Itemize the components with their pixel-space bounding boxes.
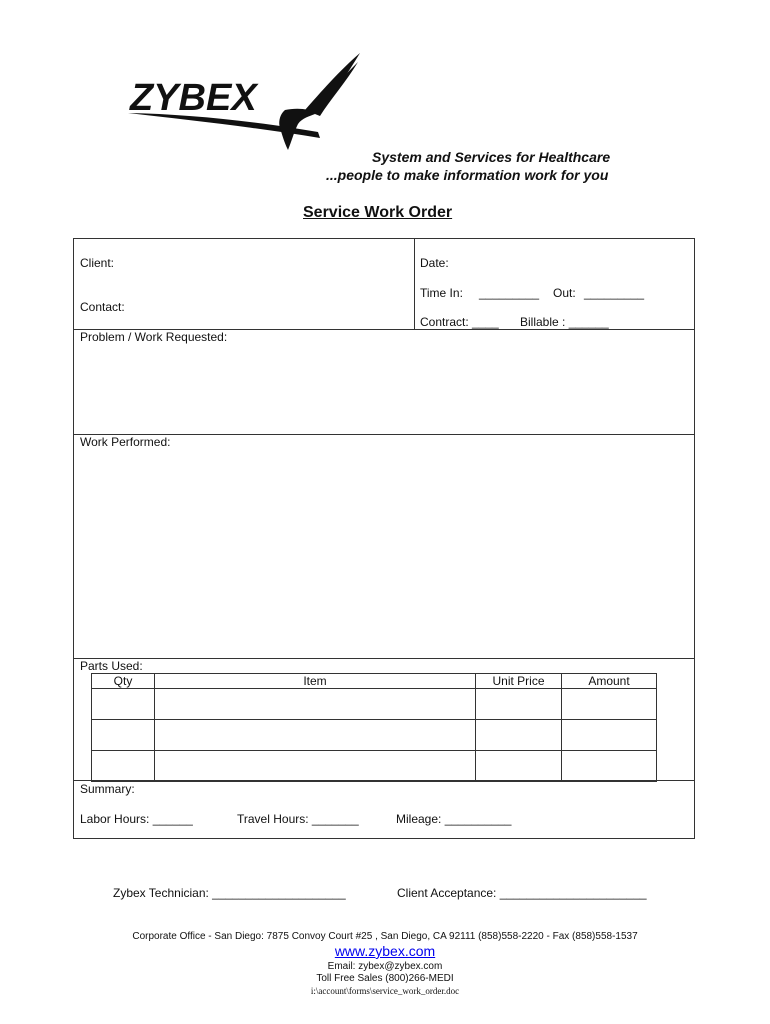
billable-label[interactable]: Billable : ______ (520, 315, 609, 329)
table-row (92, 720, 657, 751)
website-link[interactable]: www.zybex.com (334, 943, 436, 959)
summary-label: Summary: (80, 782, 135, 796)
problem-field[interactable] (74, 345, 694, 433)
work-performed-field[interactable] (74, 450, 694, 657)
contract-label[interactable]: Contract: ____ (420, 315, 499, 329)
labor-hours-label[interactable]: Labor Hours: ______ (80, 812, 193, 826)
parts-used-label: Parts Used: (80, 659, 143, 673)
unit-price-cell[interactable] (476, 720, 562, 751)
tagline-line-1: System and Services for Healthcare (372, 149, 611, 165)
client-label: Client: (80, 256, 115, 270)
travel-hours-label[interactable]: Travel Hours: _______ (237, 812, 359, 826)
amount-cell[interactable] (562, 689, 657, 720)
eagle-logo-graphic (120, 48, 370, 158)
client-acceptance-signature-line[interactable]: Client Acceptance: ______________________ (397, 886, 647, 900)
qty-cell[interactable] (92, 751, 155, 782)
unit-price-cell[interactable] (476, 751, 562, 782)
mileage-label[interactable]: Mileage: __________ (396, 812, 512, 826)
unit-price-cell[interactable] (476, 689, 562, 720)
logo-wordmark: ZYBEX (130, 77, 257, 119)
footer-email: Email: zybex@zybex.com (327, 961, 443, 972)
zybex-logo (120, 48, 370, 158)
time-in-blank[interactable]: _________ (479, 286, 540, 300)
footer-toll-free: Toll Free Sales (800)266-MEDI (316, 973, 454, 984)
date-label: Date: (420, 256, 449, 270)
parts-table-header (92, 674, 657, 689)
table-row (92, 689, 657, 720)
footer-file-path: i:\account\forms\service_work_order.doc (310, 986, 460, 996)
qty-cell[interactable] (92, 689, 155, 720)
item-cell[interactable] (155, 720, 476, 751)
column-header-unit-price: Unit Price (476, 674, 562, 689)
qty-cell[interactable] (92, 720, 155, 751)
item-cell[interactable] (155, 751, 476, 782)
amount-cell[interactable] (562, 720, 657, 751)
column-header-qty: Qty (92, 674, 155, 689)
problem-label: Problem / Work Requested: (80, 330, 228, 344)
time-in-label: Time In: (420, 286, 463, 300)
service-order-form (73, 238, 695, 839)
column-header-item: Item (155, 674, 476, 689)
section-divider-parts (74, 658, 694, 659)
footer-address: Corporate Office - San Diego: 7875 Convoy Court #25 , San Diego, CA 92111 (858)558-2220 - Fax (858)558-1537 (132, 931, 638, 942)
work-performed-label: Work Performed: (80, 435, 171, 449)
technician-signature-line[interactable]: Zybex Technician: ____________________ (113, 886, 346, 900)
out-label: Out: (553, 286, 576, 300)
parts-table (91, 673, 657, 782)
tagline-line-2: ...people to make information work for you (326, 167, 609, 183)
contact-label: Contact: (80, 300, 125, 314)
amount-cell[interactable] (562, 751, 657, 782)
out-blank[interactable]: _________ (584, 286, 645, 300)
column-header-amount: Amount (562, 674, 657, 689)
section-divider-summary (74, 780, 694, 781)
top-section-divider (414, 239, 415, 329)
item-cell[interactable] (155, 689, 476, 720)
table-row (92, 751, 657, 782)
page-title: Service Work Order (303, 204, 453, 221)
